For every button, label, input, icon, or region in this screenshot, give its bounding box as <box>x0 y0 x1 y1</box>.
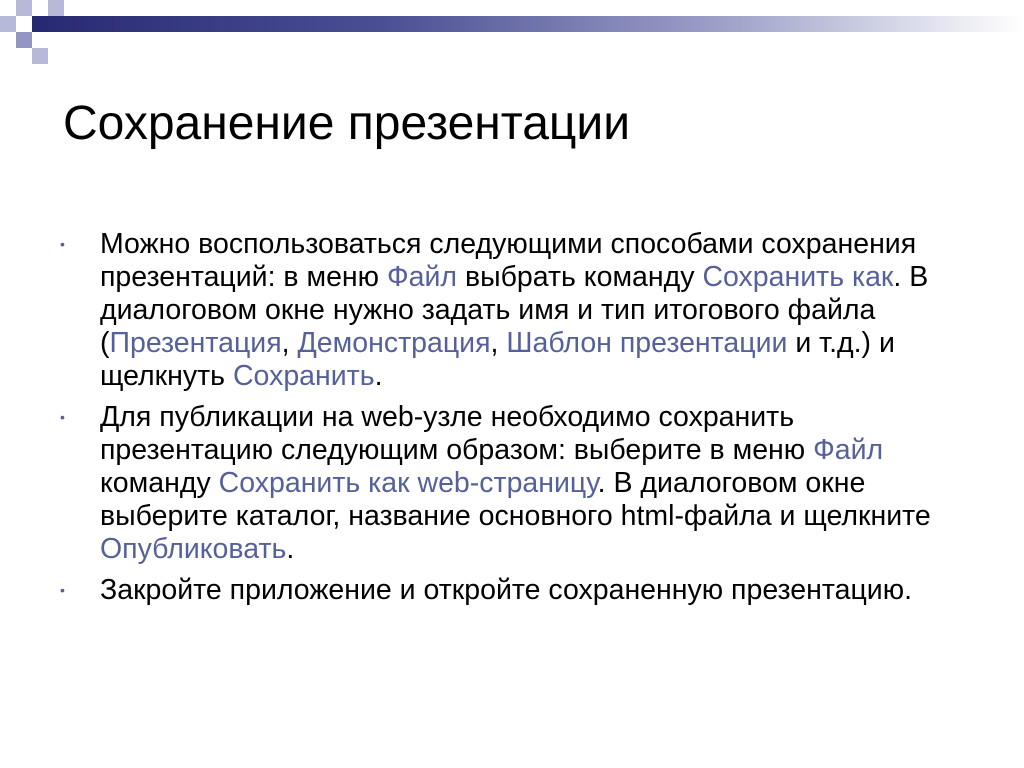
highlighted-term: Сохранить как <box>702 261 894 293</box>
bullet-item <box>60 574 960 607</box>
highlighted-term: Сохранить <box>232 360 375 392</box>
bullet-text: . В диалоговом окне выберите каталог, название основного html-файла и щелкните <box>100 467 931 532</box>
decor-square <box>16 32 32 48</box>
bullet-text: . <box>286 533 295 565</box>
decor-square <box>0 16 16 32</box>
slide-header-decoration <box>0 0 1024 64</box>
decor-square <box>32 16 48 32</box>
decor-square <box>48 0 64 16</box>
bullet-marker-icon: • <box>60 236 65 252</box>
highlighted-term: Файл <box>813 434 884 466</box>
highlighted-term: Сохранить как web-страницу <box>218 467 598 499</box>
decor-square <box>32 48 48 64</box>
bullet-text: Для публикации на web-узле необходимо сохранить презентацию следующим образом: выберите в меню <box>100 401 814 466</box>
highlighted-term: Презентация <box>109 327 282 359</box>
bullet-text: . В диалоговом окне нужно задать имя и тип итогового файла ( <box>100 261 929 359</box>
bullet-text: и т.д.) и щелкнуть <box>100 327 895 392</box>
slide-title: Сохранение презентации <box>63 97 631 150</box>
highlighted-term: Файл <box>386 261 458 293</box>
highlighted-term: Шаблон презентации <box>506 327 788 359</box>
highlighted-term: Демонстрация <box>297 327 491 359</box>
bullet-text: . <box>374 360 383 392</box>
decor-square <box>16 0 32 16</box>
bullet-marker-icon: • <box>60 409 65 425</box>
highlighted-term: Опубликовать <box>100 533 287 565</box>
bullet-list <box>60 228 960 615</box>
bullet-marker-icon: • <box>60 582 65 598</box>
bullet-item <box>60 401 960 566</box>
bullet-text: Можно воспользоваться следующими способами сохранения презентаций: в меню <box>100 228 917 293</box>
header-gradient-band <box>32 16 1024 32</box>
bullet-text: , <box>281 327 298 359</box>
bullet-text: команду <box>100 467 219 499</box>
bullet-text: Закройте приложение и откройте сохраненную презентацию. <box>100 574 913 606</box>
bullet-text: выбрать команду <box>457 261 703 293</box>
bullet-item <box>60 228 960 393</box>
bullet-text: , <box>490 327 507 359</box>
